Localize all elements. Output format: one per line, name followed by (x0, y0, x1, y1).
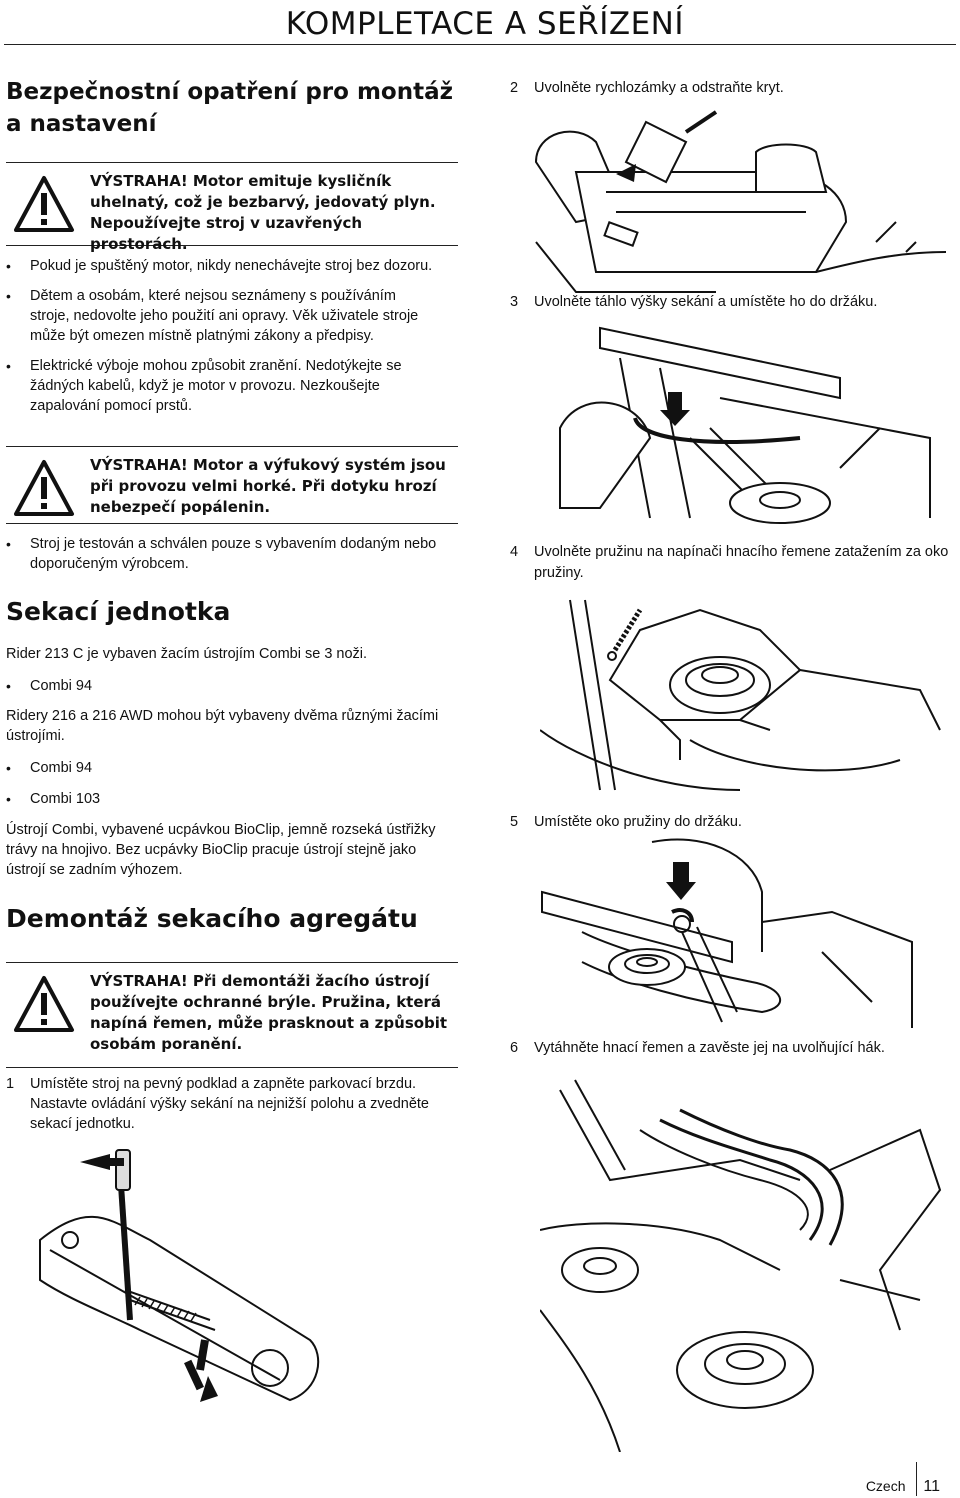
title-rule (4, 44, 956, 45)
cutter-paragraph-3: Ústrojí Combi, vybavené ucpávkou BioClip, jemně rozseká ústřižky trávy na hnojivo. Bez ucpávky BioClip pracuje ústrojí stejně jako ústrojí se zadním výhozem. (6, 822, 436, 878)
lever-illustration (30, 1140, 330, 1440)
step-1 (6, 1074, 458, 1134)
warning-box-hot (6, 446, 458, 524)
safety-bullet-list (6, 256, 458, 426)
warning1-line2: uhelnatý, což je bezbarvý, jedovatý plyn. (90, 193, 436, 211)
cover-illustration (516, 102, 956, 302)
cutter-bullets-2 (6, 758, 458, 819)
list-item: • Dětem a osobám, které nejsou seznámeny s používáním stroje, nedovolte jeho použití ani opravy. Věk uživatele stroje může být omezen místně platnými zákony a předpisy. (6, 286, 426, 346)
height-rod-illustration (540, 318, 950, 528)
warning3-line3: napíná řemen, může prasknout a způsobit (90, 1014, 448, 1032)
step-text: Vytáhněte hnací řemen a zavěste jej na uvolňující hák. (534, 1040, 885, 1056)
list-item: • Elektrické výboje mohou způsobit zranění. Nedotýkejte se žádných kabelů, když je motor v provozu. Nezkoušejte zapalování pomocí prstů. (6, 356, 426, 416)
step-number: 1 (6, 1076, 15, 1092)
belt-hook-illustration (540, 1070, 950, 1452)
step-4 (510, 542, 950, 584)
warning-triangle-icon (6, 171, 82, 237)
step-number: 3 (510, 294, 519, 310)
list-item: • Pokud je spuštěný motor, nikdy nenechávejte stroj bez dozoru. (6, 256, 458, 276)
warning3-line1: VÝSTRAHA! Při demontáži žacího ústrojí (90, 972, 430, 990)
step-number: 2 (510, 80, 519, 96)
cutter-paragraph-1: Rider 213 C je vybaven žacím ústrojím Combi se 3 noži. (6, 646, 368, 662)
step-5 (510, 812, 950, 833)
warning2-line1: VÝSTRAHA! Motor a výfukový systém jsou (90, 456, 446, 474)
warning1-line1: VÝSTRAHA! Motor emituje kysličník (90, 172, 392, 190)
safety-bullet-list-2 (6, 534, 458, 584)
cutter-bullets-1 (6, 676, 458, 706)
page-number: 11 (923, 1478, 940, 1495)
cutter-heading: Sekací jednotka (6, 597, 231, 626)
step-2 (510, 78, 950, 99)
warning-box-co (6, 162, 458, 253)
spring-tensioner-illustration (540, 590, 950, 800)
list-item: • Combi 103 (6, 789, 458, 809)
step-text: Uvolněte pružinu na napínači hnacího řemene zatažením za oko pružiny. (534, 544, 949, 581)
page-title: KOMPLETACE A SEŘÍZENÍ (285, 6, 684, 42)
warning2-line3: nebezpečí popálenin. (90, 498, 271, 516)
warning-triangle-icon (6, 971, 82, 1059)
warning2-line2: při provozu velmi horké. Při dotyku hrozí (90, 477, 437, 495)
list-item: • Combi 94 (6, 676, 458, 696)
warning-box-spring (6, 962, 458, 1068)
step-number: 6 (510, 1040, 519, 1056)
list-item: • Stroj je testován a schválen pouze s vybavením dodaným nebo doporučeným výrobcem. (6, 534, 458, 574)
page-footer (866, 1478, 940, 1496)
removal-heading: Demontáž sekacího agregátu (6, 904, 418, 933)
warning-triangle-icon (6, 455, 82, 515)
step-text: Umístěte oko pružiny do držáku. (534, 814, 742, 830)
step-text: Umístěte stroj na pevný podklad a zapněte parkovací brzdu. Nastavte ovládání výšky sekání na nejnižší polohu a zvedněte sekací jednotku. (30, 1076, 429, 1132)
warning1-line3: Nepoužívejte stroj v uzavřených prostorách. (90, 214, 363, 253)
warning3-line4: osobám poranění. (90, 1035, 243, 1053)
step-number: 5 (510, 814, 519, 830)
spring-holder-illustration (532, 832, 952, 1028)
safety-heading (6, 76, 453, 140)
safety-heading-line1: Bezpečnostní opatření pro montáž (6, 79, 453, 105)
warning3-line2: používejte ochranné brýle. Pružina, která (90, 993, 442, 1011)
safety-heading-line2: a nastavení (6, 111, 157, 137)
step-number: 4 (510, 544, 519, 560)
step-text: Uvolněte táhlo výšky sekání a umístěte ho do držáku. (534, 294, 878, 310)
step-text: Uvolněte rychlozámky a odstraňte kryt. (534, 80, 784, 96)
step-6 (510, 1038, 950, 1059)
step-3 (510, 292, 950, 313)
footer-language: Czech (865, 1478, 906, 1494)
list-item: • Combi 94 (6, 758, 458, 778)
cutter-paragraph-2: Ridery 216 a 216 AWD mohou být vybaveny dvěma různými žacími ústrojími. (6, 708, 439, 744)
